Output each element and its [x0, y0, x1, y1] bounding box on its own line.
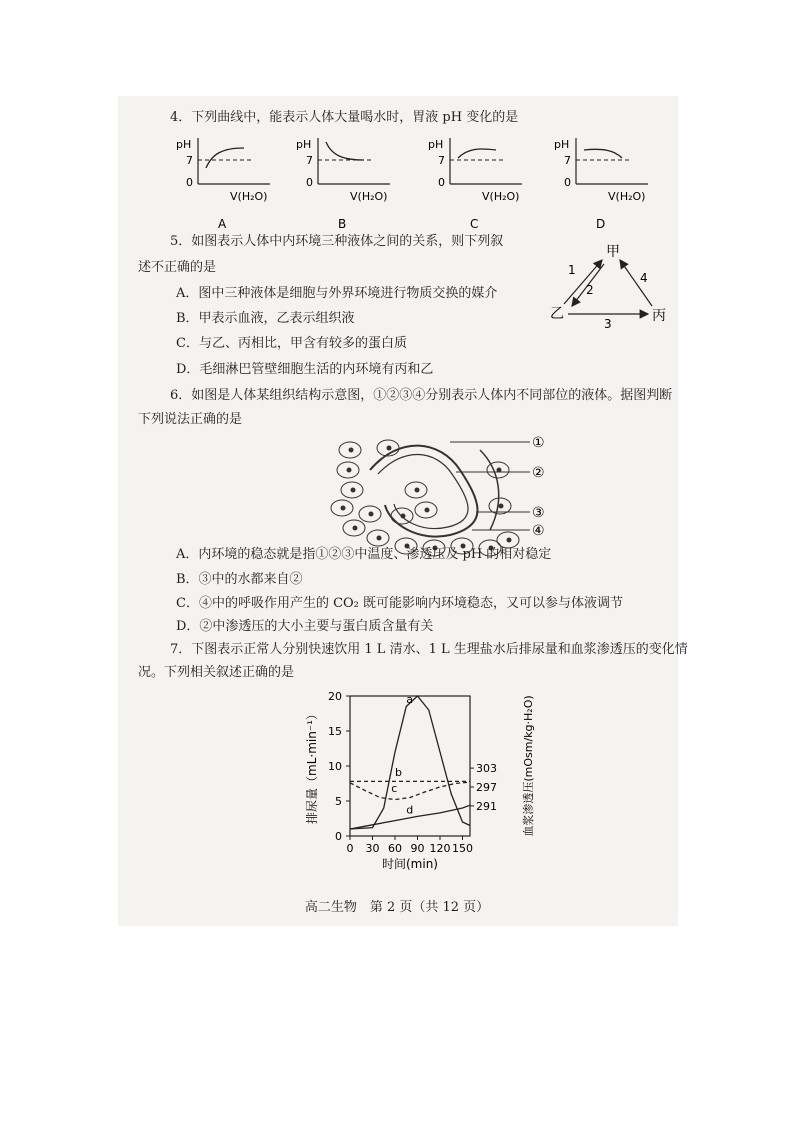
x-tick-label: 90	[410, 842, 425, 855]
y-tick-label: 5	[335, 795, 342, 808]
x-tick-label: 60	[388, 842, 402, 855]
series-label-b: b	[395, 765, 402, 779]
q5-triangle-diagram	[548, 240, 678, 330]
arrow-label-3: 3	[604, 317, 612, 330]
tick-7: 7	[306, 154, 313, 167]
page-footer: 高二生物 第 2 页（共 12 页）	[304, 900, 490, 915]
y-axis-label: pH	[176, 138, 192, 151]
x-axis-label: V(H₂O)	[482, 190, 520, 203]
marker-3: ③	[532, 505, 545, 521]
choice-label: A	[218, 217, 227, 231]
chart-labels	[304, 690, 535, 870]
cell-nucleus	[369, 512, 374, 517]
q4-graph-d	[554, 138, 648, 231]
q6-option-d: D．②中渗透压的大小主要与蛋白质含量有关	[176, 619, 434, 634]
cell-nucleus	[425, 508, 430, 513]
ph-curve	[206, 148, 244, 168]
ph-curve	[584, 149, 622, 158]
tick-0: 0	[564, 176, 571, 189]
marker-2: ②	[532, 465, 545, 481]
q4-graphs	[0, 130, 794, 240]
q7-stem-line2: 况。下列相关叙述正确的是	[138, 665, 295, 680]
series-label-c: c	[391, 781, 398, 795]
q4-graph-b	[296, 138, 390, 231]
ph-curve	[326, 142, 364, 160]
x-axis-label: V(H₂O)	[230, 190, 268, 203]
choice-label: B	[338, 217, 347, 231]
x-axis-label: V(H₂O)	[350, 190, 388, 203]
node-bing: 丙	[652, 308, 666, 324]
cell-nucleus	[351, 488, 356, 493]
choice-label: D	[596, 217, 606, 231]
q5-option-d: D．毛细淋巴管壁细胞生活的内环境有丙和乙	[176, 362, 434, 377]
cell-nucleus	[499, 504, 504, 509]
cell-nucleus	[353, 526, 358, 531]
cell-nucleus	[341, 506, 346, 511]
q5-stem-line2: 述不正确的是	[138, 260, 217, 275]
q6-option-b: B．③中的水都来自②	[176, 572, 303, 587]
x-tick-label: 120	[429, 842, 451, 855]
choice-label: C	[470, 217, 479, 231]
y-tick-label: 20	[328, 690, 342, 703]
x-axis-label: V(H₂O)	[608, 190, 646, 203]
tick-7: 7	[438, 154, 445, 167]
arrow-label-2: 2	[586, 283, 594, 297]
x-tick-label: 30	[365, 842, 380, 855]
tick-7: 7	[186, 154, 193, 167]
y-axis-label: pH	[428, 138, 444, 151]
node-jia: 甲	[606, 244, 620, 260]
y-axis-label: pH	[296, 138, 312, 151]
q5-option-a: A．图中三种液体是细胞与外界环境进行物质交换的媒介	[176, 286, 498, 301]
cell-nucleus	[507, 538, 512, 543]
marker-1: ①	[532, 435, 545, 451]
y-axis-label: pH	[554, 138, 570, 151]
x-axis-title: 时间(min)	[382, 857, 438, 870]
q6-option-c: C．④中的呼吸作用产生的 CO₂ 既可能影响内环境稳态，又可以参与体液调节	[176, 596, 624, 611]
y-axis-title: 排尿量（mL·min⁻¹）	[305, 708, 319, 824]
tick-0: 0	[186, 176, 193, 189]
q5-stem-line1: 5．如图表示人体中内环境三种液体之间的关系，则下列叙	[170, 234, 504, 249]
cell-nucleus	[349, 448, 354, 453]
q6-stem-line2: 下列说法正确的是	[138, 412, 243, 427]
arrow-label-1: 1	[568, 263, 576, 277]
node-yi: 乙	[550, 306, 564, 322]
q4-graph-c	[428, 138, 522, 231]
series-label-a: a	[406, 693, 413, 706]
series-label-d: d	[406, 803, 414, 817]
y2-tick-label: 303	[476, 762, 497, 776]
y2-axis-title: 血浆渗透压(mOsm/kg·H₂O)	[522, 695, 535, 837]
arrow-label-4: 4	[640, 271, 648, 285]
q6-option-a: A．内环境的稳态就是指①②③中温度、渗透压及 pH 的相对稳定	[176, 547, 552, 562]
cell-nucleus	[387, 446, 392, 451]
q7-chart	[300, 680, 560, 870]
tick-7: 7	[564, 154, 571, 167]
x-tick-label: 0	[346, 842, 354, 855]
q4-graph-a	[176, 138, 270, 231]
tick-0: 0	[438, 176, 445, 189]
y-tick-label: 15	[328, 725, 342, 738]
q6-stem-line1: 6．如图是人体某组织结构示意图，①②③④分别表示人体内不同部位的液体。据图判断	[170, 388, 673, 403]
ph-curve	[458, 149, 496, 158]
marker-4: ④	[532, 523, 545, 539]
cell-nucleus	[347, 468, 352, 473]
y-tick-label: 0	[335, 830, 342, 843]
q5-option-b: B．甲表示血液，乙表示组织液	[176, 311, 355, 326]
q7-stem-line1: 7．下图表示正常人分别快速饮用 1 L 清水、1 L 生理盐水后排尿量和血浆渗透压的变化情	[170, 642, 688, 657]
y2-tick-label: 291	[476, 799, 497, 813]
tissue-cells	[331, 440, 519, 556]
cell-nucleus	[415, 488, 420, 493]
x-tick-label: 150	[452, 842, 473, 855]
q4-stem: 4．下列曲线中，能表示人体大量喝水时，胃液 pH 变化的是	[170, 110, 519, 125]
tick-0: 0	[306, 176, 313, 189]
y-tick-label: 10	[328, 760, 342, 773]
y2-tick-label: 297	[476, 781, 497, 794]
q6-tissue-diagram	[330, 430, 590, 560]
q5-option-c: C．与乙、丙相比，甲含有较多的蛋白质	[176, 336, 407, 351]
cell-nucleus	[377, 536, 382, 541]
capillary-vessel	[370, 446, 478, 537]
